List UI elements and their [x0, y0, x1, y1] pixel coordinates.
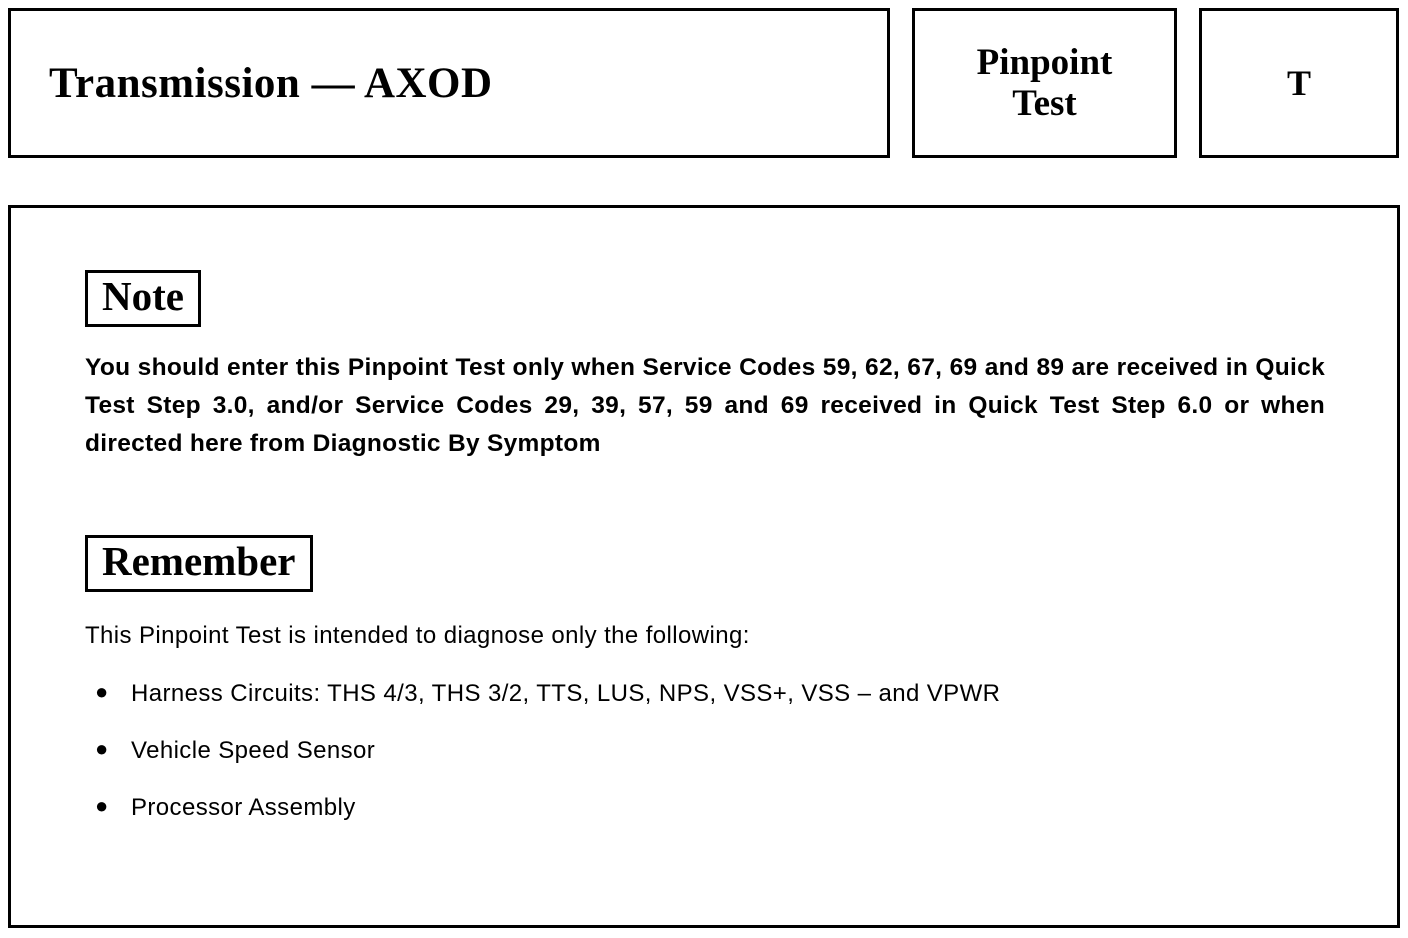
remember-intro-text: This Pinpoint Test is intended to diagnose only the following: — [85, 622, 750, 649]
list-item — [85, 794, 1331, 822]
bullet-icon: ● — [95, 793, 109, 818]
bullet-icon: ● — [95, 679, 109, 704]
header-letter-box — [1199, 8, 1399, 158]
note-text: You should enter this Pinpoint Test only when Service Codes 59, 62, 67, 69 and 89 are received in Quick Test Step 3.0, and/or Service Codes 29, 39, 57, 59 and 69 received in Quick Test Step 6.0 or when directed here from Diagnostic By Symptom — [85, 354, 1325, 457]
header-pinpoint-box — [912, 8, 1177, 158]
remember-section — [85, 535, 1331, 822]
header-section-letter: T — [1286, 63, 1311, 103]
pinpoint-line-1: Pinpoint — [976, 41, 1113, 83]
note-label: Note — [85, 270, 201, 327]
list-item-label: Vehicle Speed Sensor — [131, 737, 376, 764]
list-item-label: Harness Circuits: THS 4/3, THS 3/2, TTS, LUS, NPS, VSS+, VSS – and VPWR — [131, 680, 1001, 707]
list-item — [85, 737, 1331, 765]
remember-list — [85, 680, 1331, 822]
list-item-label: Processor Assembly — [131, 794, 356, 821]
page-title: Transmission — AXOD — [49, 59, 493, 107]
note-section — [85, 270, 1331, 463]
remember-label: Remember — [85, 535, 313, 592]
list-item — [85, 680, 1331, 708]
content-panel — [8, 205, 1400, 928]
bullet-icon: ● — [95, 736, 109, 761]
pinpoint-line-2: Test — [1012, 83, 1077, 124]
header-spacer-2 — [1177, 8, 1199, 158]
header-title-box — [8, 8, 890, 158]
page-header — [8, 8, 1400, 158]
header-spacer — [890, 8, 912, 158]
header-pinpoint-label — [977, 42, 1113, 125]
